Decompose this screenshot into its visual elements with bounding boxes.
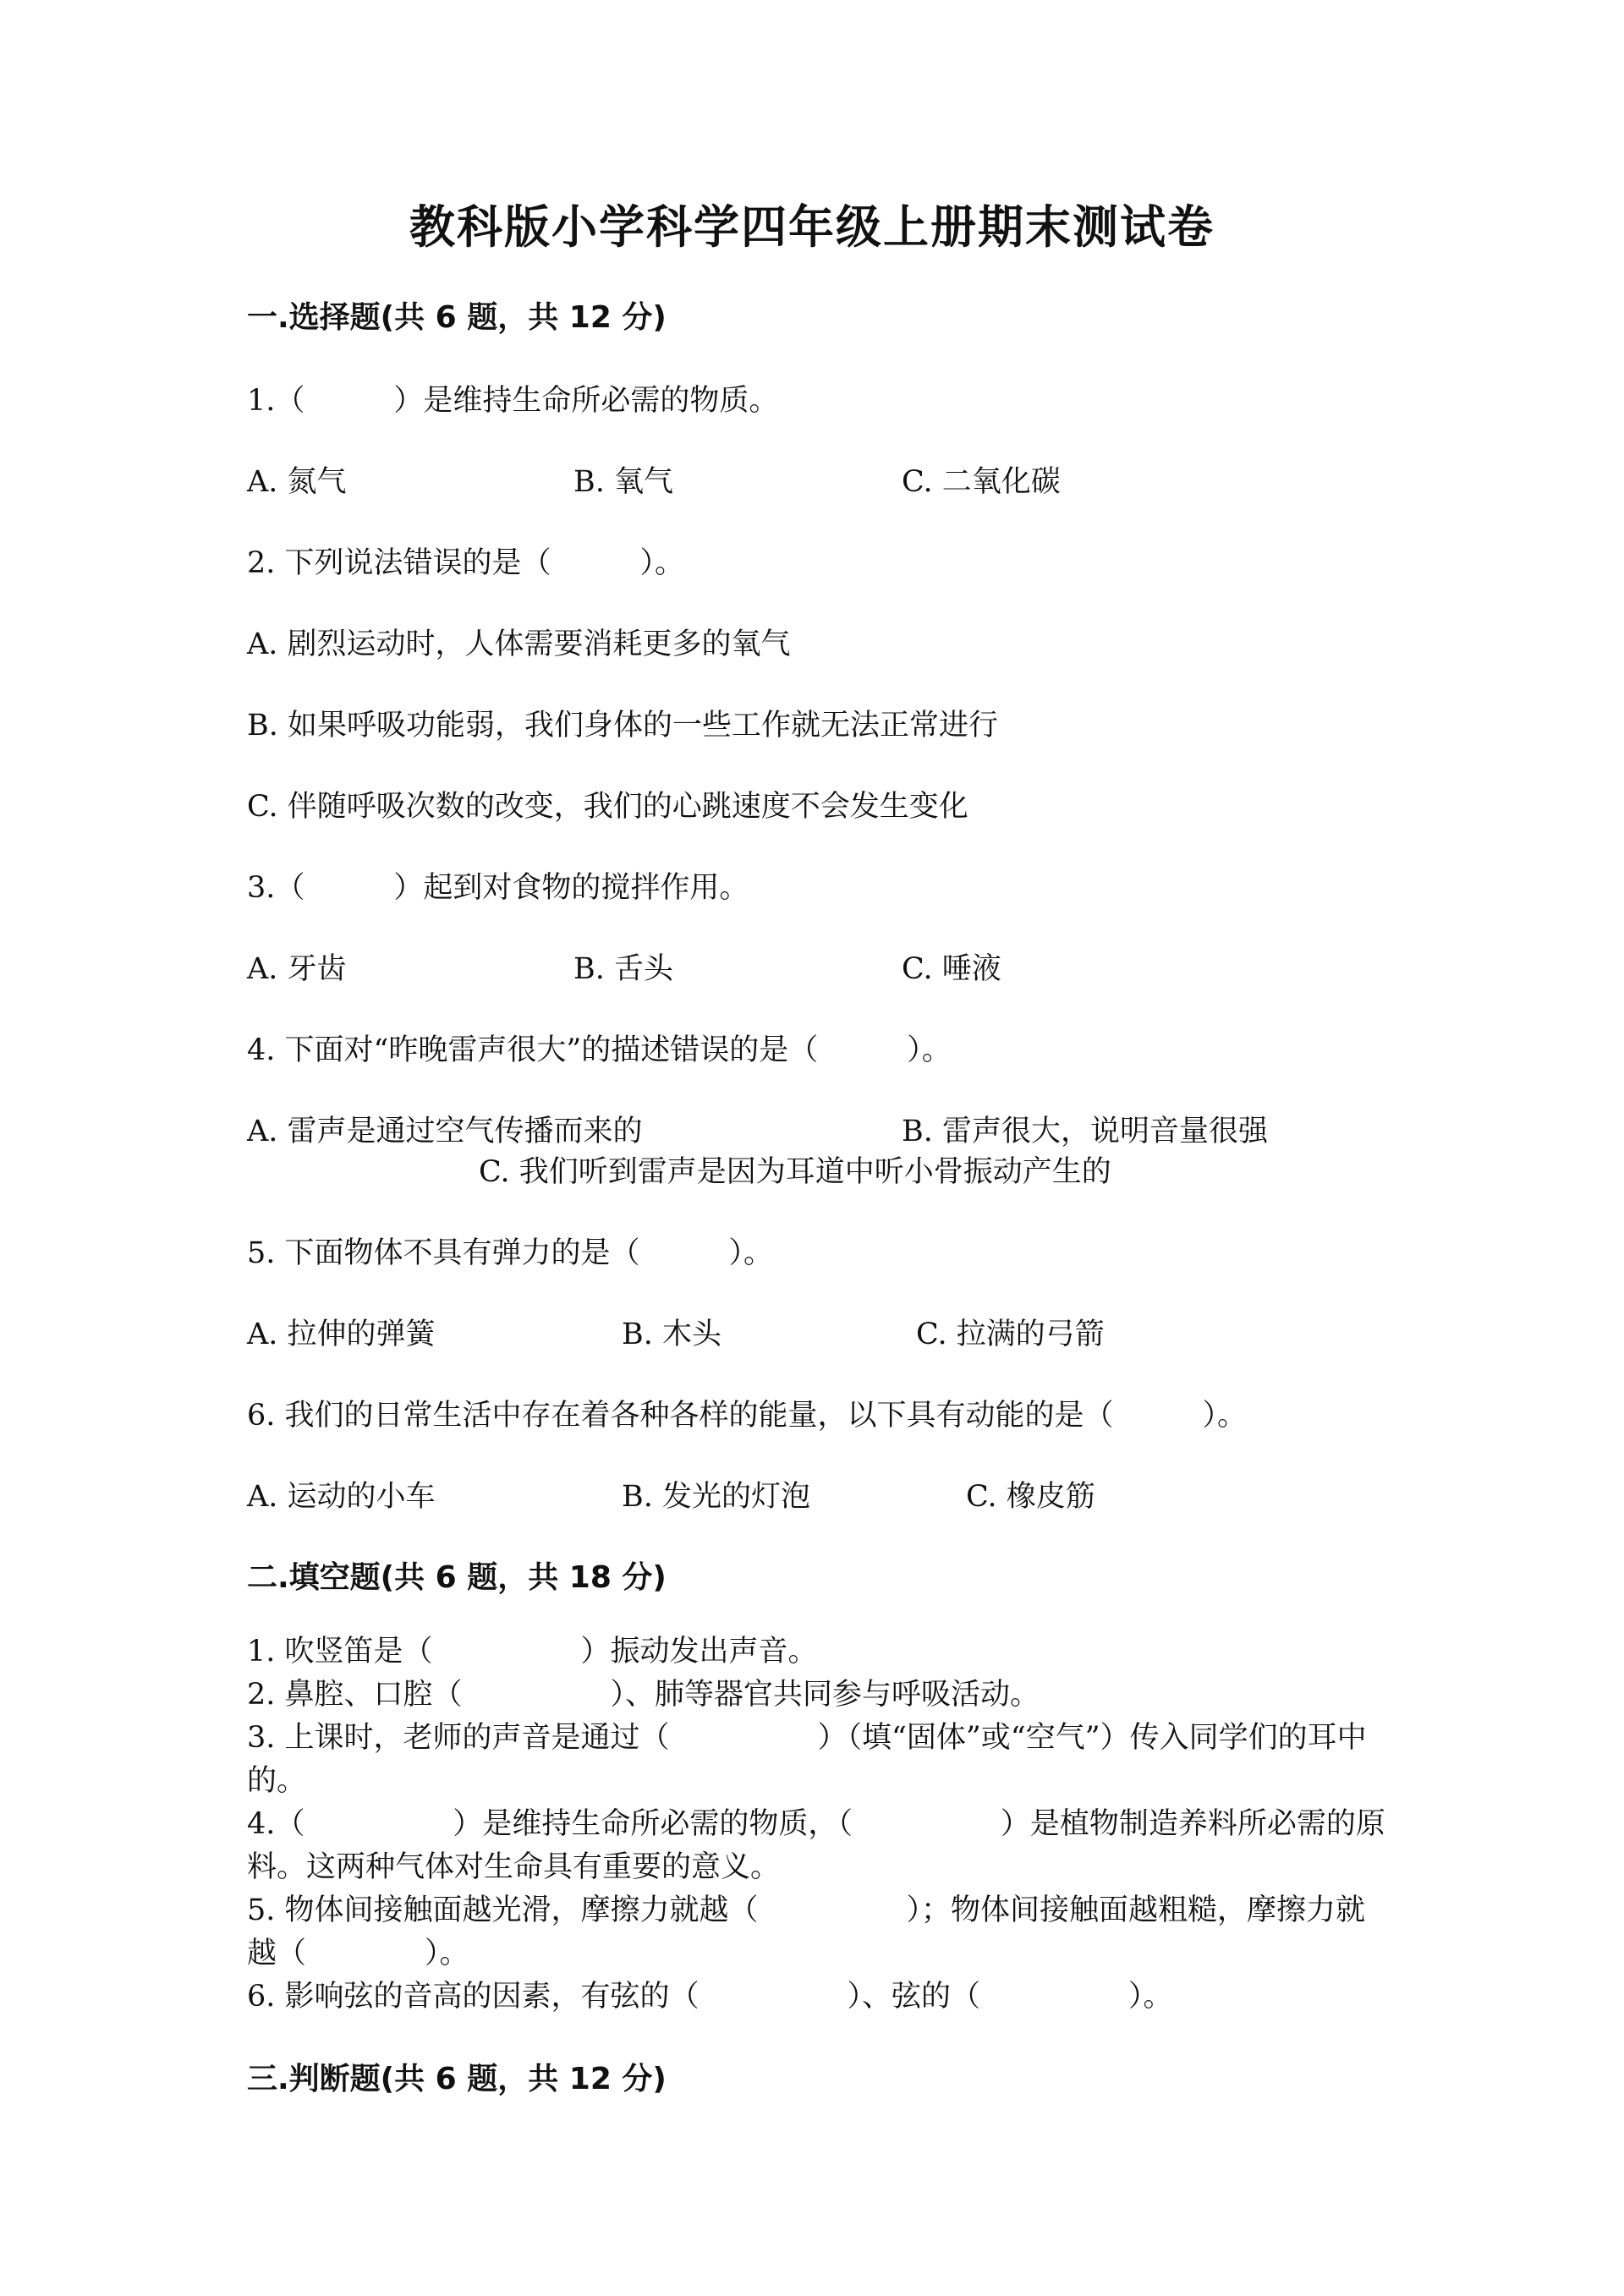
question-2-option-b: B. 如果呼吸功能弱，我们身体的一些工作就无法正常进行 (247, 709, 998, 743)
question-3-option-b: B. 舌头 (573, 952, 673, 986)
question-5-option-a: A. 拉伸的弹簧 (247, 1318, 436, 1351)
question-5-stem: 5. 下面物体不具有弹力的是（ ）。 (247, 1236, 774, 1270)
question-6-option-b: B. 发光的灯泡 (622, 1480, 810, 1514)
fill-item-5: 5. 物体间接触面越光滑，摩擦力就越（ ）；物体间接触面越粗糙，摩擦力就越（ ）。 (247, 1893, 1366, 1970)
fill-item-1: 1. 吹竖笛是（ ）振动发出声音。 (247, 1635, 818, 1669)
question-1-option-c: C. 二氧化碳 (902, 465, 1061, 499)
section-heading-fill: 二.填空题(共 6 题，共 18 分) (247, 1560, 667, 1595)
question-2-option-c: C. 伴随呼吸次数的改变，我们的心跳速度不会发生变化 (247, 790, 968, 824)
section-heading-choice: 一.选择题(共 6 题，共 12 分) (247, 300, 667, 335)
question-4-option-c: C. 我们听到雷声是因为耳道中听小骨振动产生的 (479, 1155, 1111, 1189)
question-5-option-b: B. 木头 (622, 1318, 721, 1351)
question-4-stem: 4. 下面对“昨晚雷声很大”的描述错误的是（ ）。 (247, 1033, 952, 1067)
question-3-option-c: C. 唾液 (902, 952, 1001, 986)
fill-item-4: 4.（ ）是维持生命所必需的物质，（ ）是植物制造养料所必需的原料。这两种气体对生命具有重要的意义。 (247, 1807, 1385, 1884)
question-5-option-c: C. 拉满的弓箭 (916, 1318, 1105, 1351)
page-title: 教科版小学科学四年级上册期末测试卷 (409, 200, 1215, 254)
fill-item-6: 6. 影响弦的音高的因素，有弦的（ ）、弦的（ ）。 (247, 1980, 1173, 2014)
question-6-stem: 6. 我们的日常生活中存在着各种各样的能量，以下具有动能的是（ ）。 (247, 1399, 1248, 1433)
question-2-option-a: A. 剧烈运动时，人体需要消耗更多的氧气 (247, 627, 791, 661)
fill-item-2: 2. 鼻腔、口腔（ ）、肺等器官共同参与呼吸活动。 (247, 1678, 1040, 1712)
question-3-option-a: A. 牙齿 (247, 952, 347, 986)
question-4-option-a: A. 雷声是通过空气传播而来的 (247, 1115, 643, 1148)
question-3-stem: 3.（ ）起到对食物的搅拌作用。 (247, 871, 749, 905)
question-2-stem: 2. 下列说法错误的是（ ）。 (247, 546, 685, 580)
question-1-stem: 1.（ ）是维持生命所必需的物质。 (247, 384, 779, 418)
question-6-option-c: C. 橡皮筋 (966, 1480, 1095, 1514)
question-1-option-b: B. 氧气 (573, 465, 673, 499)
question-1-option-a: A. 氮气 (247, 465, 347, 499)
section-heading-judge: 三.判断题(共 6 题，共 12 分) (247, 2062, 667, 2096)
fill-item-3: 3. 上课时，老师的声音是通过（ ）（填“固体”或“空气”）传入同学们的耳中的。 (247, 1721, 1367, 1798)
question-4-option-b: B. 雷声很大，说明音量很强 (902, 1115, 1268, 1148)
question-6-option-a: A. 运动的小车 (247, 1480, 436, 1514)
